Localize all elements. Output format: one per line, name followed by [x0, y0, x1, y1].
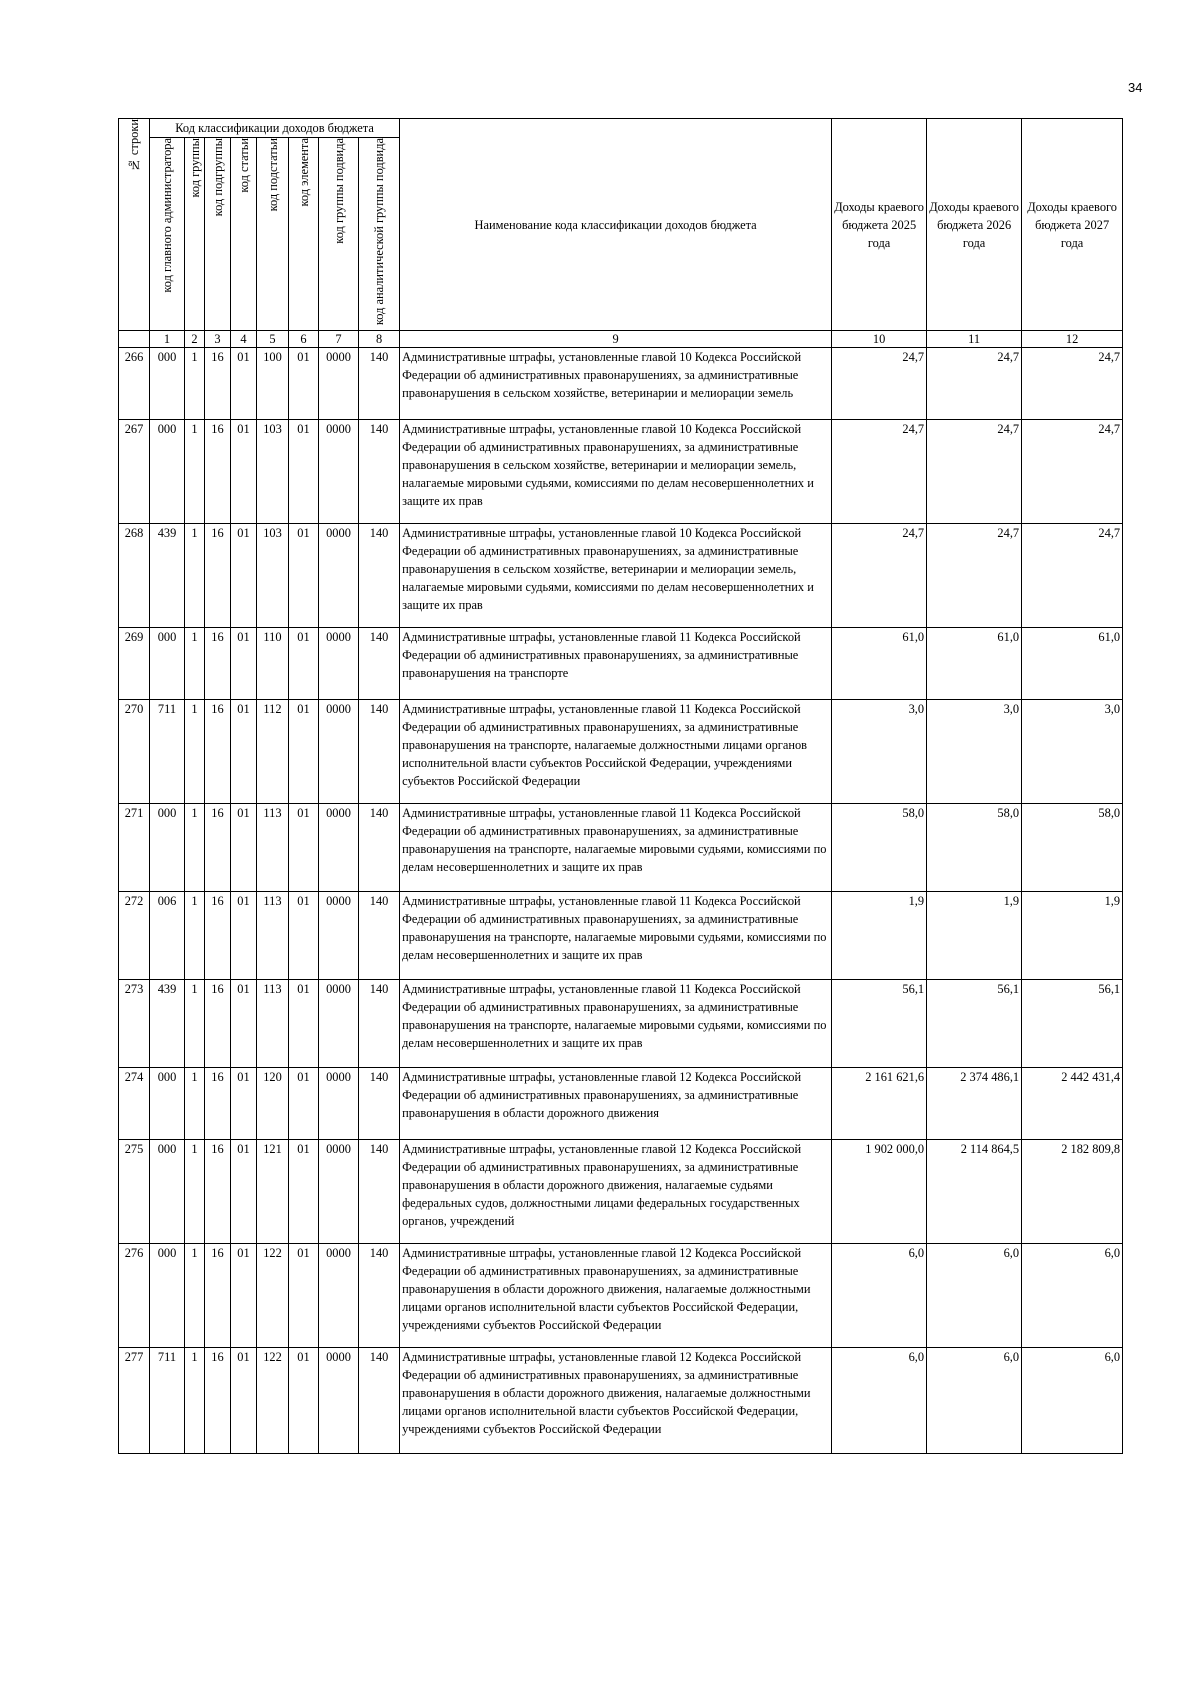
column-number: 7	[319, 331, 359, 348]
income-name: Административные штрафы, установленные главой 11 Кодекса Российской Федерации об административных правонарушениях, за административные правонарушения на транспорте, налагаемые должностными лицами органов исполнительной власти субъектов Российской Федерации, учреждениями субъектов Российской Федерации	[400, 700, 832, 804]
code-cell: 711	[150, 1348, 185, 1454]
code-cell: 140	[359, 628, 400, 700]
code-cell: 16	[205, 1068, 231, 1140]
row-number: 267	[119, 420, 150, 524]
column-number: 5	[257, 331, 289, 348]
income-name: Административные штрафы, установленные главой 11 Кодекса Российской Федерации об административных правонарушениях, за административные правонарушения на транспорте, налагаемые мировыми судьями, комиссиями по делам несовершеннолетних и защите их прав	[400, 892, 832, 980]
row-number: 268	[119, 524, 150, 628]
code-cell: 711	[150, 700, 185, 804]
table-row	[119, 804, 1123, 892]
row-number: 269	[119, 628, 150, 700]
column-number: 8	[359, 331, 400, 348]
column-number: 12	[1022, 331, 1123, 348]
code-cell: 16	[205, 348, 231, 420]
code-cell: 1	[185, 1244, 205, 1348]
income-2025: 24,7	[832, 524, 927, 628]
column-number: 1	[150, 331, 185, 348]
code-cell: 01	[289, 804, 319, 892]
code-cell: 01	[231, 980, 257, 1068]
income-2027: 24,7	[1022, 524, 1123, 628]
code-cell: 1	[185, 700, 205, 804]
income-2025: 6,0	[832, 1348, 927, 1454]
code-cell: 01	[231, 524, 257, 628]
code-cell: 01	[231, 1140, 257, 1244]
income-2025: 3,0	[832, 700, 927, 804]
code-cell: 01	[289, 524, 319, 628]
income-name: Административные штрафы, установленные главой 11 Кодекса Российской Федерации об административных правонарушениях, за административные правонарушения на транспорте, налагаемые мировыми судьями, комиссиями по делам несовершеннолетних и защите их прав	[400, 980, 832, 1068]
code-cell: 01	[289, 1140, 319, 1244]
income-2027: 2 182 809,8	[1022, 1140, 1123, 1244]
row-number: 271	[119, 804, 150, 892]
column-number: 3	[205, 331, 231, 348]
code-cell: 0000	[319, 348, 359, 420]
column-number: 10	[832, 331, 927, 348]
code-cell: 0000	[319, 892, 359, 980]
code-cell: 1	[185, 1348, 205, 1454]
code-cell: 01	[231, 700, 257, 804]
income-2027: 58,0	[1022, 804, 1123, 892]
code-cell: 0000	[319, 1244, 359, 1348]
income-2025: 24,7	[832, 348, 927, 420]
code-cell: 110	[257, 628, 289, 700]
header-income-2026: Доходы краевого бюджета 2026 года	[927, 119, 1022, 331]
code-cell: 140	[359, 1068, 400, 1140]
code-cell: 122	[257, 1348, 289, 1454]
header-code-col: код группы	[185, 138, 205, 331]
code-cell: 01	[289, 1068, 319, 1140]
code-cell: 01	[231, 420, 257, 524]
code-cell: 140	[359, 1140, 400, 1244]
table-body	[119, 348, 1123, 1454]
code-cell: 000	[150, 348, 185, 420]
code-cell: 112	[257, 700, 289, 804]
code-cell: 01	[289, 1244, 319, 1348]
code-cell: 01	[231, 804, 257, 892]
income-2026: 24,7	[927, 348, 1022, 420]
income-2027: 2 442 431,4	[1022, 1068, 1123, 1140]
code-cell: 100	[257, 348, 289, 420]
income-2027: 24,7	[1022, 348, 1123, 420]
income-2025: 56,1	[832, 980, 927, 1068]
table-row	[119, 1244, 1123, 1348]
header-code-col: код статьи	[231, 138, 257, 331]
code-cell: 0000	[319, 420, 359, 524]
income-2027: 1,9	[1022, 892, 1123, 980]
code-cell: 0000	[319, 1140, 359, 1244]
code-cell: 140	[359, 804, 400, 892]
income-2026: 61,0	[927, 628, 1022, 700]
income-2026: 24,7	[927, 524, 1022, 628]
income-2025: 58,0	[832, 804, 927, 892]
table-header	[119, 119, 1123, 348]
code-cell: 0000	[319, 628, 359, 700]
code-cell: 16	[205, 420, 231, 524]
table-row	[119, 1140, 1123, 1244]
income-name: Административные штрафы, установленные главой 11 Кодекса Российской Федерации об административных правонарушениях, за административные правонарушения на транспорте	[400, 628, 832, 700]
code-cell: 01	[289, 700, 319, 804]
code-cell: 1	[185, 348, 205, 420]
column-number-row	[119, 331, 1123, 348]
header-name: Наименование кода классификации доходов бюджета	[400, 119, 832, 331]
code-cell: 000	[150, 420, 185, 524]
column-number	[119, 331, 150, 348]
header-income-2027: Доходы краевого бюджета 2027 года	[1022, 119, 1123, 331]
code-cell: 439	[150, 980, 185, 1068]
header-code-col: код подгруппы	[205, 138, 231, 331]
code-cell: 121	[257, 1140, 289, 1244]
income-2025: 2 161 621,6	[832, 1068, 927, 1140]
income-2026: 24,7	[927, 420, 1022, 524]
code-cell: 1	[185, 420, 205, 524]
code-cell: 01	[231, 1348, 257, 1454]
code-cell: 000	[150, 1140, 185, 1244]
income-2027: 6,0	[1022, 1348, 1123, 1454]
header-row-no: № строки	[119, 119, 150, 331]
income-2027: 6,0	[1022, 1244, 1123, 1348]
column-number: 9	[400, 331, 832, 348]
code-cell: 1	[185, 1140, 205, 1244]
table-row	[119, 1348, 1123, 1454]
code-cell: 01	[231, 892, 257, 980]
code-cell: 120	[257, 1068, 289, 1140]
code-cell: 140	[359, 1244, 400, 1348]
page-number: 34	[1128, 80, 1143, 95]
code-cell: 103	[257, 524, 289, 628]
income-2025: 24,7	[832, 420, 927, 524]
code-cell: 01	[231, 628, 257, 700]
header-code-col: код аналитической группы подвида	[359, 138, 400, 331]
code-cell: 16	[205, 524, 231, 628]
code-cell: 140	[359, 420, 400, 524]
table-row	[119, 1068, 1123, 1140]
code-cell: 1	[185, 980, 205, 1068]
row-number: 275	[119, 1140, 150, 1244]
income-name: Административные штрафы, установленные главой 12 Кодекса Российской Федерации об административных правонарушениях, за административные правонарушения в области дорожного движения	[400, 1068, 832, 1140]
income-2025: 1 902 000,0	[832, 1140, 927, 1244]
header-code-col: код подстатьи	[257, 138, 289, 331]
row-number: 276	[119, 1244, 150, 1348]
table-row	[119, 420, 1123, 524]
income-2027: 56,1	[1022, 980, 1123, 1068]
header-income-2025: Доходы краевого бюджета 2025 года	[832, 119, 927, 331]
code-cell: 000	[150, 804, 185, 892]
code-cell: 16	[205, 980, 231, 1068]
code-cell: 000	[150, 1068, 185, 1140]
code-cell: 140	[359, 892, 400, 980]
column-number: 6	[289, 331, 319, 348]
code-cell: 140	[359, 700, 400, 804]
income-2025: 6,0	[832, 1244, 927, 1348]
income-2026: 6,0	[927, 1244, 1022, 1348]
row-number: 273	[119, 980, 150, 1068]
header-code-group: Код классификации доходов бюджета	[150, 119, 400, 138]
table-row	[119, 524, 1123, 628]
income-2025: 61,0	[832, 628, 927, 700]
code-cell: 1	[185, 804, 205, 892]
code-cell: 0000	[319, 1348, 359, 1454]
header-code-col: код элемента	[289, 138, 319, 331]
code-cell: 01	[289, 348, 319, 420]
table-row	[119, 348, 1123, 420]
code-cell: 1	[185, 524, 205, 628]
income-name: Административные штрафы, установленные главой 12 Кодекса Российской Федерации об административных правонарушениях, за административные правонарушения в области дорожного движения, налагаемые должностными лицами органов исполнительной власти субъектов Российской Федерации, учреждениями субъектов Российской Федерации	[400, 1348, 832, 1454]
code-cell: 0000	[319, 980, 359, 1068]
row-number: 266	[119, 348, 150, 420]
code-cell: 01	[289, 420, 319, 524]
column-number: 2	[185, 331, 205, 348]
code-cell: 0000	[319, 804, 359, 892]
code-cell: 113	[257, 892, 289, 980]
code-cell: 0000	[319, 524, 359, 628]
code-cell: 1	[185, 892, 205, 980]
income-name: Административные штрафы, установленные главой 12 Кодекса Российской Федерации об административных правонарушениях, за административные правонарушения в области дорожного движения, налагаемые должностными лицами органов исполнительной власти субъектов Российской Федерации, учреждениями субъектов Российской Федерации	[400, 1244, 832, 1348]
header-code-col: код группы подвида	[319, 138, 359, 331]
code-cell: 103	[257, 420, 289, 524]
code-cell: 439	[150, 524, 185, 628]
code-cell: 113	[257, 804, 289, 892]
code-cell: 0000	[319, 1068, 359, 1140]
income-2026: 2 114 864,5	[927, 1140, 1022, 1244]
code-cell: 1	[185, 1068, 205, 1140]
column-number: 11	[927, 331, 1022, 348]
code-cell: 16	[205, 700, 231, 804]
code-cell: 16	[205, 1140, 231, 1244]
income-2026: 1,9	[927, 892, 1022, 980]
table-row	[119, 980, 1123, 1068]
code-cell: 000	[150, 628, 185, 700]
header-code-col: код главного администратора	[150, 138, 185, 331]
table-row	[119, 700, 1123, 804]
income-name: Административные штрафы, установленные главой 11 Кодекса Российской Федерации об административных правонарушениях, за административные правонарушения на транспорте, налагаемые мировыми судьями, комиссиями по делам несовершеннолетних и защите их прав	[400, 804, 832, 892]
code-cell: 1	[185, 628, 205, 700]
income-name: Административные штрафы, установленные главой 10 Кодекса Российской Федерации об административных правонарушениях, за административные правонарушения в сельском хозяйстве, ветеринарии и мелиорации земель, налагаемые мировыми судьями, комиссиями по делам несовершеннолетних и защите их прав	[400, 524, 832, 628]
code-cell: 122	[257, 1244, 289, 1348]
income-2027: 61,0	[1022, 628, 1123, 700]
income-2026: 56,1	[927, 980, 1022, 1068]
code-cell: 140	[359, 524, 400, 628]
row-number: 270	[119, 700, 150, 804]
income-2025: 1,9	[832, 892, 927, 980]
income-name: Административные штрафы, установленные главой 10 Кодекса Российской Федерации об административных правонарушениях, за административные правонарушения в сельском хозяйстве, ветеринарии и мелиорации земель, налагаемые мировыми судьями, комиссиями по делам несовершеннолетних и защите их прав	[400, 420, 832, 524]
code-cell: 01	[289, 980, 319, 1068]
income-name: Административные штрафы, установленные главой 10 Кодекса Российской Федерации об административных правонарушениях, за административные правонарушения в сельском хозяйстве, ветеринарии и мелиорации земель	[400, 348, 832, 420]
code-cell: 16	[205, 628, 231, 700]
code-cell: 01	[231, 1244, 257, 1348]
income-2026: 2 374 486,1	[927, 1068, 1022, 1140]
code-cell: 01	[289, 892, 319, 980]
code-cell: 16	[205, 804, 231, 892]
income-2027: 3,0	[1022, 700, 1123, 804]
income-2026: 6,0	[927, 1348, 1022, 1454]
code-cell: 000	[150, 1244, 185, 1348]
code-cell: 16	[205, 892, 231, 980]
code-cell: 01	[231, 348, 257, 420]
row-number: 277	[119, 1348, 150, 1454]
code-cell: 01	[289, 1348, 319, 1454]
code-cell: 0000	[319, 700, 359, 804]
column-number: 4	[231, 331, 257, 348]
row-number: 272	[119, 892, 150, 980]
code-cell: 006	[150, 892, 185, 980]
income-name: Административные штрафы, установленные главой 12 Кодекса Российской Федерации об административных правонарушениях, за административные правонарушения в области дорожного движения, налагаемые судьями федеральных судов, должностными лицами федеральных государственных органов, учреждений	[400, 1140, 832, 1244]
budget-income-table	[118, 118, 1123, 1454]
income-2026: 3,0	[927, 700, 1022, 804]
table-row	[119, 628, 1123, 700]
code-cell: 16	[205, 1244, 231, 1348]
code-cell: 113	[257, 980, 289, 1068]
code-cell: 01	[289, 628, 319, 700]
code-cell: 140	[359, 1348, 400, 1454]
code-cell: 140	[359, 980, 400, 1068]
code-cell: 16	[205, 1348, 231, 1454]
code-cell: 140	[359, 348, 400, 420]
row-number: 274	[119, 1068, 150, 1140]
income-2027: 24,7	[1022, 420, 1123, 524]
income-2026: 58,0	[927, 804, 1022, 892]
code-cell: 01	[231, 1068, 257, 1140]
table-row	[119, 892, 1123, 980]
